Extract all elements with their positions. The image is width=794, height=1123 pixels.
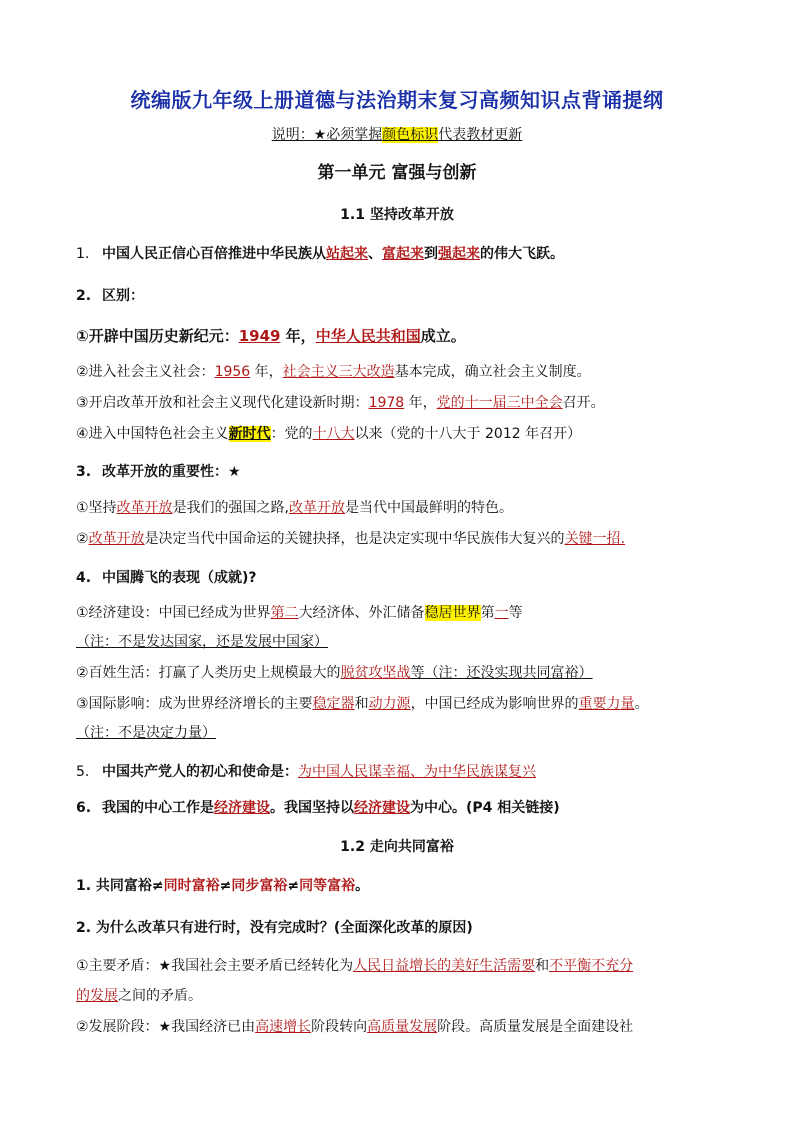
item-2a	[76, 326, 466, 346]
key-term: 人民日益增长的美好生活需要	[353, 958, 536, 974]
item-4	[76, 568, 257, 588]
item-text: 等（注：还没实现共同富裕）	[410, 665, 593, 681]
item-text: 。	[634, 696, 649, 712]
item-4a-note: （注：不是发达国家，还是发展中国家）	[76, 634, 328, 650]
item-text: ①经济建设：中国已经成为世界	[76, 605, 271, 621]
item-text: 区别：	[102, 288, 144, 304]
item-3a	[76, 498, 513, 518]
item-text: 召开。	[562, 395, 605, 411]
item-text: 阶段。高质量发展是全面建设社	[437, 1019, 634, 1035]
key-term: 1956	[214, 364, 251, 380]
item-text: 我国的中心工作是	[102, 800, 214, 816]
key-term: 不平衡不充分	[549, 958, 634, 974]
item-text: 的伟大飞跃。	[480, 246, 564, 262]
item-text: ，中国已经成为影响世界的	[410, 696, 579, 712]
key-term: 同等富裕	[299, 878, 356, 894]
item-3	[76, 462, 241, 482]
item-text: 中国共产党人的初心和使命是：	[102, 764, 298, 780]
item-2c	[76, 393, 605, 413]
key-term: 高质量发展	[367, 1019, 438, 1035]
item-text: ①坚持	[76, 500, 117, 516]
key-term: 第二	[270, 605, 299, 621]
item-1-2-2a	[76, 956, 633, 976]
item-text: ②进入社会主义社会：	[76, 364, 215, 380]
item-4b	[76, 663, 593, 683]
key-term: 动力源	[368, 696, 411, 712]
item-number: 1.	[76, 246, 90, 262]
highlight-term: 稳居世界	[424, 605, 481, 621]
key-term: 同步富裕	[231, 878, 288, 894]
item-text: ①主要矛盾：★我国社会主要矛盾已经转化为	[76, 958, 354, 974]
key-term: 改革开放	[116, 500, 173, 516]
item-number: 3.	[76, 464, 92, 480]
item-1-2-2b	[76, 1017, 633, 1037]
item-1	[76, 244, 564, 264]
key-term: 为中国人民谋幸福、为中华民族谋复兴	[298, 764, 536, 780]
item-number: 1.	[76, 878, 92, 894]
item-text: 以来（党的十八大于 2012 年召开）	[354, 426, 582, 442]
item-text: 基本完成，确立社会主义制度。	[394, 364, 591, 380]
unit-heading: 第一单元 富强与创新	[317, 163, 477, 183]
item-text: ③国际影响：成为世界经济增长的主要	[76, 696, 313, 712]
item-text: 年，	[404, 395, 437, 411]
item-text: 和	[354, 696, 369, 712]
key-term: 强起来	[438, 246, 480, 262]
key-term: 脱贫攻坚战	[340, 665, 411, 681]
lesson-heading-1-1: 1.1 坚持改革开放	[340, 207, 454, 223]
item-number: 2.	[76, 288, 92, 304]
item-text: 年，	[250, 364, 283, 380]
item-text: 为中心。(P4 相关链接)	[410, 800, 560, 816]
item-4a	[76, 603, 523, 623]
key-term: 社会主义三大改造	[282, 364, 395, 380]
item-text: 是当代中国最鲜明的特色。	[345, 500, 514, 516]
item-1-2-2	[76, 918, 473, 938]
item-text: 中国人民正信心百倍推进中华民族从	[102, 246, 326, 262]
key-term: 高速增长	[255, 1019, 312, 1035]
item-text: 是我们的强国之路,	[172, 500, 290, 516]
item-2d	[76, 424, 581, 444]
item-text: 中国腾飞的表现（成就)?	[102, 570, 257, 586]
item-text: 等	[508, 605, 523, 621]
item-number: 6.	[76, 800, 92, 816]
item-text: 。	[355, 878, 370, 894]
item-number: 5.	[76, 764, 90, 780]
item-text: 是决定当代中国命运的关键抉择，也是决定实现中华民族伟大复兴的	[144, 531, 565, 547]
item-3b	[76, 529, 625, 549]
page-title: 统编版九年级上册道德与法治期末复习高频知识点背诵提纲	[130, 88, 664, 112]
key-term: 经济建设	[214, 800, 270, 816]
lesson-heading-1-2: 1.2 走向共同富裕	[340, 839, 454, 855]
key-term: 站起来	[326, 246, 368, 262]
item-text: 成立。	[420, 327, 466, 345]
item-text: 到	[424, 246, 438, 262]
key-term: 改革开放	[289, 500, 346, 516]
item-text: 为什么改革只有进行时，没有完成时？(全面深化改革的原因)	[91, 920, 473, 936]
item-1-2-1	[76, 876, 369, 896]
key-term: 富起来	[382, 246, 424, 262]
item-text: 大经济体、外汇储备	[298, 605, 425, 621]
item-text: ①开辟中国历史新纪元：	[76, 327, 239, 345]
item-6	[76, 798, 560, 818]
key-term: 十八大	[312, 426, 355, 442]
item-text: 阶段转向	[311, 1019, 368, 1035]
item-text: 改革开放的重要性：★	[102, 464, 241, 480]
item-text: 。我国坚持以	[270, 800, 354, 816]
item-text: ≠	[219, 878, 232, 894]
key-term: 关键一招.	[564, 531, 626, 547]
key-term: 一	[494, 605, 509, 621]
item-text: ②	[76, 531, 89, 547]
key-term: 中华人民共和国	[315, 327, 421, 345]
item-5	[76, 762, 536, 782]
item-text: 第	[480, 605, 495, 621]
note-highlight: 颜色标识	[382, 127, 439, 143]
note-prefix: 说明：★必须掌握	[271, 127, 383, 143]
item-text: 年，	[280, 327, 316, 345]
key-term: 经济建设	[354, 800, 410, 816]
item-text: ③开启改革开放和社会主义现代化建设新时期：	[76, 395, 369, 411]
item-text: 、	[368, 246, 382, 262]
item-number: 2.	[76, 920, 92, 936]
highlight-term: 新时代	[228, 426, 271, 442]
item-text: 共同富裕≠	[91, 878, 164, 894]
key-term: 稳定器	[312, 696, 355, 712]
key-term: 1949	[238, 327, 281, 345]
item-text: 和	[535, 958, 550, 974]
key-term: 同时富裕	[163, 878, 220, 894]
item-text: ②发展阶段：★我国经济已由	[76, 1019, 256, 1035]
key-term: 1978	[368, 395, 405, 411]
item-4c-note: （注：不是决定力量）	[76, 725, 216, 741]
item-2	[76, 286, 144, 306]
item-text: ：党的	[270, 426, 313, 442]
item-text: ④进入中国特色社会主义	[76, 426, 229, 442]
item-text: 之间的矛盾。	[118, 988, 202, 1004]
note-suffix: 代表教材更新	[438, 127, 523, 143]
item-number: 4.	[76, 570, 92, 586]
key-term: 的发展	[76, 988, 118, 1004]
legend-note	[0, 124, 794, 144]
key-term: 改革开放	[88, 531, 145, 547]
item-1-2-2a-cont	[76, 986, 202, 1006]
key-term: 重要力量	[578, 696, 635, 712]
item-text: ②百姓生活：打赢了人类历史上规模最大的	[76, 665, 341, 681]
item-4c	[76, 694, 649, 714]
item-text: ≠	[287, 878, 300, 894]
key-term: 党的十一届三中全会	[436, 395, 563, 411]
item-2b	[76, 362, 591, 382]
